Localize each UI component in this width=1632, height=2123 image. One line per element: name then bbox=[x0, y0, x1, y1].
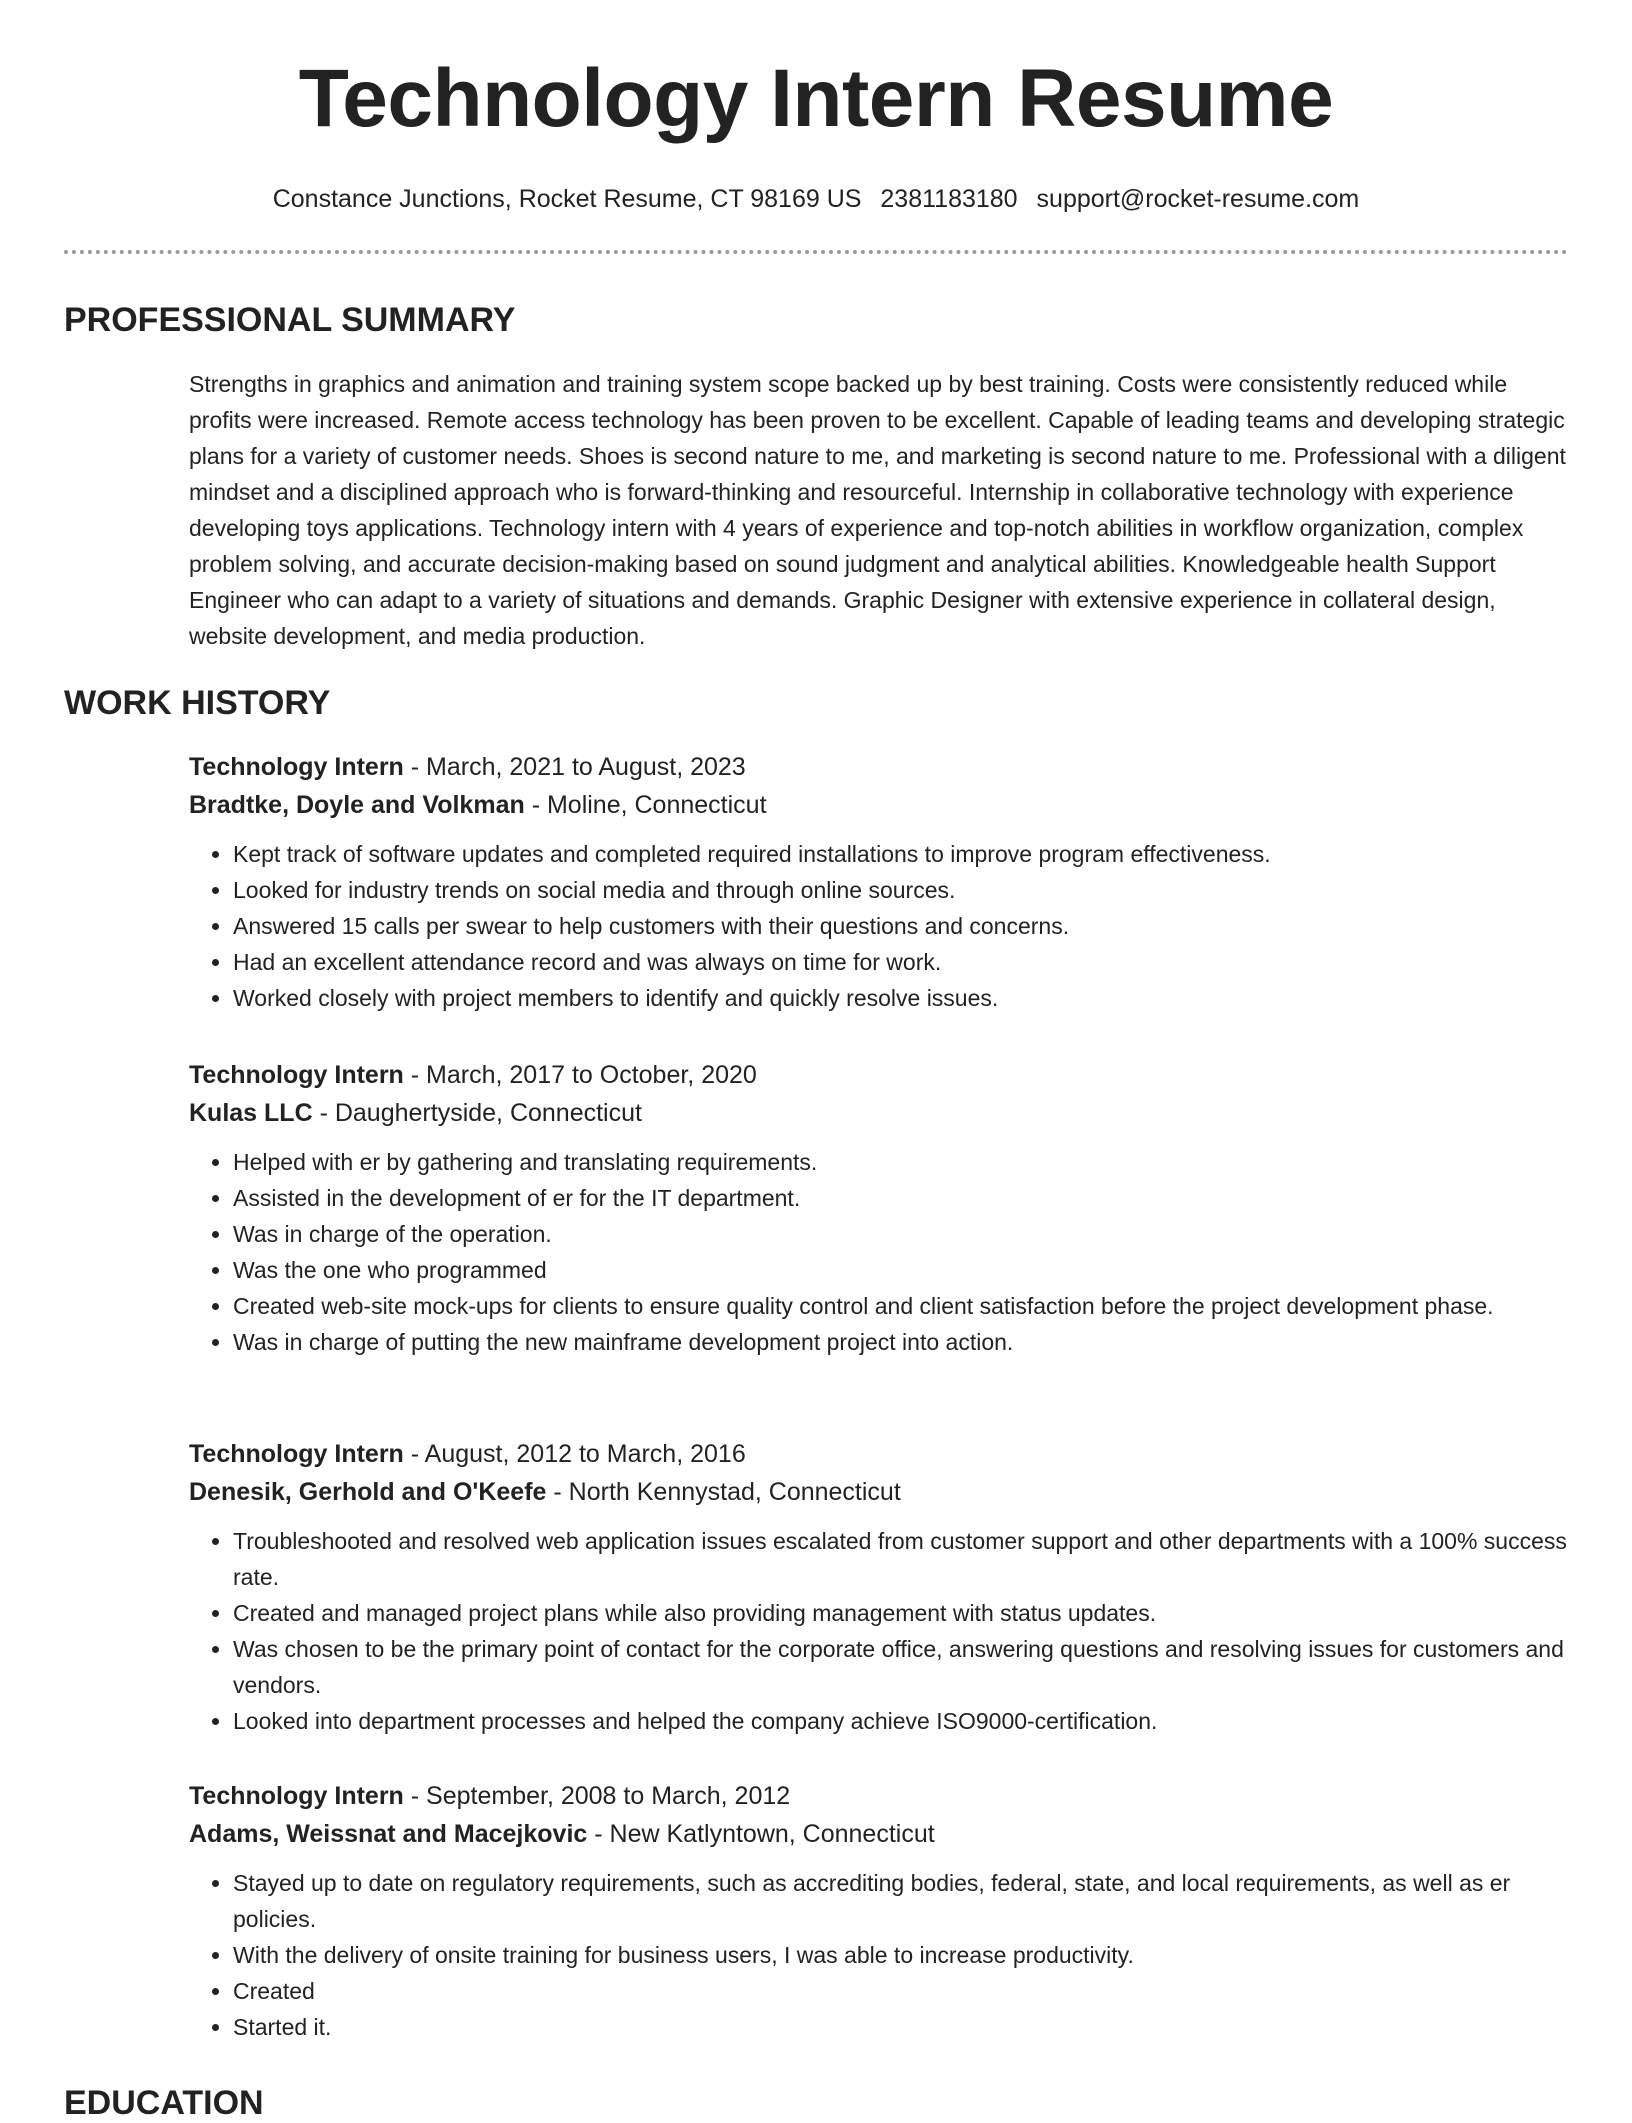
duty-item: • Stayed up to date on regulatory requirements, such as accrediting bodies, federal, state, and local requirements, as well as er policies. bbox=[233, 1865, 1567, 1937]
duty-item: • Started it. bbox=[233, 2009, 1567, 2045]
duty-item: • Kept track of software updates and completed required installations to improve program effectiveness. bbox=[233, 836, 1567, 872]
job-entry bbox=[189, 1777, 1567, 2045]
separator: - bbox=[403, 1782, 427, 1810]
job-company: Bradtke, Doyle and Volkman bbox=[189, 791, 525, 819]
job-duties-list bbox=[189, 1523, 1567, 1739]
duty-item: • Had an excellent attendance record and was always on time for work. bbox=[233, 944, 1567, 980]
separator: - bbox=[587, 1820, 610, 1848]
job-company-line bbox=[189, 1815, 1567, 1853]
job-company-line bbox=[189, 1473, 1567, 1511]
job-location: North Kennystad, Connecticut bbox=[568, 1478, 901, 1506]
contact-email: support@rocket-resume.com bbox=[1036, 185, 1360, 213]
contact-address: Constance Junctions, Rocket Resume, CT 98169 US bbox=[272, 185, 862, 213]
job-dates: September, 2008 to March, 2012 bbox=[426, 1782, 791, 1810]
job-entry bbox=[189, 748, 1567, 1016]
job-title-line bbox=[189, 748, 1567, 786]
duty-item: • Answered 15 calls per swear to help customers with their questions and concerns. bbox=[233, 908, 1567, 944]
duty-item: • Looked for industry trends on social media and through online sources. bbox=[233, 872, 1567, 908]
job-title-line bbox=[189, 1056, 1567, 1094]
duty-item: • With the delivery of onsite training for business users, I was able to increase productivity. bbox=[233, 1937, 1567, 1973]
job-title: Technology Intern bbox=[189, 753, 404, 781]
separator: - bbox=[403, 753, 427, 781]
job-title: Technology Intern bbox=[189, 1061, 404, 1089]
job-company-line bbox=[189, 1094, 1567, 1132]
job-title: Technology Intern bbox=[189, 1782, 404, 1810]
job-location: Daughertyside, Connecticut bbox=[334, 1099, 642, 1127]
job-company-line bbox=[189, 786, 1567, 824]
summary-text: Strengths in graphics and animation and training system scope backed up by best training. Costs were consistently reduced while profits were increased. Remote access technology has been proven to be excellent. Capable of leading teams and developing strategic plans for a variety of customer needs. Shoes is second nature to me, and marketing is second nature to me. Professional with a diligent mindset and a disciplined approach who is forward-thinking and resourceful. Internship in collaborative technology with experience developing toys applications. Technology intern with 4 years of experience and top-notch abilities in workflow organization, complex problem solving, and accurate decision-making based on sound judgment and analytical abilities. Knowledgeable health Support Engineer who can adapt to a variety of situations and demands. Graphic Designer with extensive experience in collateral design, website development, and media production. bbox=[189, 371, 1566, 649]
job-location: New Katlyntown, Connecticut bbox=[609, 1820, 935, 1848]
duty-item: • Was the one who programmed bbox=[233, 1252, 1567, 1288]
resume-title: Technology Intern Resume bbox=[298, 53, 1334, 144]
job-duties-list bbox=[189, 836, 1567, 1016]
separator: - bbox=[546, 1478, 569, 1506]
contact-phone: 2381183180 bbox=[880, 185, 1018, 213]
separator: - bbox=[403, 1061, 427, 1089]
job-company: Kulas LLC bbox=[189, 1099, 313, 1127]
duty-item: • Was in charge of putting the new mainframe development project into action. bbox=[233, 1324, 1567, 1360]
separator: - bbox=[524, 791, 547, 819]
job-duties-list bbox=[189, 1144, 1567, 1360]
job-title-line bbox=[189, 1777, 1567, 1815]
duty-item: • Was in charge of the operation. bbox=[233, 1216, 1567, 1252]
section-heading-work-history: WORK HISTORY bbox=[64, 684, 331, 722]
duty-item: • Worked closely with project members to identify and quickly resolve issues. bbox=[233, 980, 1567, 1016]
job-company: Adams, Weissnat and Macejkovic bbox=[189, 1820, 588, 1848]
job-title: Technology Intern bbox=[189, 1440, 404, 1468]
duty-item: • Created web-site mock-ups for clients to ensure quality control and client satisfaction before the project development phase. bbox=[233, 1288, 1567, 1324]
duty-item: • Was chosen to be the primary point of contact for the corporate office, answering questions and resolving issues for customers and vendors. bbox=[233, 1631, 1567, 1703]
contact-line bbox=[0, 182, 1632, 216]
separator: - bbox=[403, 1440, 425, 1468]
job-company: Denesik, Gerhold and O'Keefe bbox=[189, 1478, 547, 1506]
job-dates: March, 2021 to August, 2023 bbox=[426, 753, 746, 781]
duty-item: • Assisted in the development of er for the IT department. bbox=[233, 1180, 1567, 1216]
duty-item: • Created bbox=[233, 1973, 1567, 2009]
section-heading-education: EDUCATION bbox=[64, 2084, 264, 2122]
job-location: Moline, Connecticut bbox=[546, 791, 767, 819]
header-divider bbox=[64, 250, 1568, 254]
job-dates: March, 2017 to October, 2020 bbox=[426, 1061, 757, 1089]
job-duties-list bbox=[189, 1865, 1567, 2045]
separator: - bbox=[312, 1099, 335, 1127]
duty-item: • Looked into department processes and helped the company achieve ISO9000-certification. bbox=[233, 1703, 1567, 1739]
job-dates: August, 2012 to March, 2016 bbox=[424, 1440, 746, 1468]
duty-item: • Troubleshooted and resolved web application issues escalated from customer support and other departments with a 100% success rate. bbox=[233, 1523, 1567, 1595]
section-heading-summary: PROFESSIONAL SUMMARY bbox=[64, 301, 516, 339]
job-entry bbox=[189, 1056, 1567, 1360]
duty-item: • Helped with er by gathering and translating requirements. bbox=[233, 1144, 1567, 1180]
job-entry bbox=[189, 1435, 1567, 1739]
duty-item: • Created and managed project plans while also providing management with status updates. bbox=[233, 1595, 1567, 1631]
job-title-line bbox=[189, 1435, 1567, 1473]
